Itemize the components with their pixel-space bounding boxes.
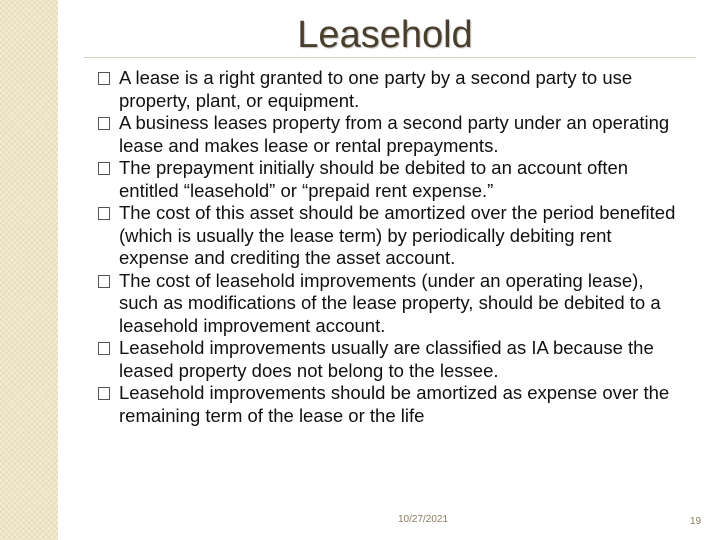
footer-date: 10/27/2021: [398, 514, 449, 525]
decorative-side-band: [0, 0, 58, 540]
bullet-item: [98, 157, 678, 202]
bullet-text: The cost of leasehold improvements (under an operating lease), such as modifications of the lease property, should be debited to a leasehold improvement account.: [119, 269, 661, 336]
bullet-text: The cost of this asset should be amortized over the period benefited (which is usually the lease term) by periodically debiting rent expense and crediting the asset account.: [119, 202, 676, 268]
bullet-box-icon: [98, 342, 110, 355]
page-number: 19: [690, 516, 702, 527]
bullet-box-icon: [98, 387, 110, 400]
title-divider: [84, 57, 696, 58]
bullet-box-icon: [98, 275, 110, 288]
bullet-box-icon: [98, 117, 110, 130]
bullet-item: [98, 202, 678, 270]
bullet-box-icon: [98, 207, 110, 220]
bullet-text: Leasehold improvements usually are classified as IA because the leased property does not belong to the lessee.: [119, 337, 654, 381]
bullet-text: A business leases property from a second party under an operating lease and makes lease or rental prepayments.: [119, 112, 670, 156]
bullet-text: Leasehold improvements should be amortized as expense over the remaining term of the lease or the life: [119, 382, 670, 426]
bullet-box-icon: [98, 162, 110, 175]
bullet-item: [98, 382, 678, 427]
bullet-item: [98, 337, 678, 382]
bullet-item: [98, 67, 678, 112]
bullet-list: [98, 67, 678, 427]
bullet-item: [98, 270, 678, 338]
bullet-box-icon: [98, 72, 110, 85]
bullet-item: [98, 112, 678, 157]
slide-title: Leasehold: [297, 14, 473, 56]
bullet-text: A lease is a right granted to one party by a second party to use property, plant, or equipment.: [119, 67, 633, 111]
bullet-text: The prepayment initially should be debited to an account often entitled “leasehold” or “prepaid rent expense.”: [119, 157, 629, 201]
